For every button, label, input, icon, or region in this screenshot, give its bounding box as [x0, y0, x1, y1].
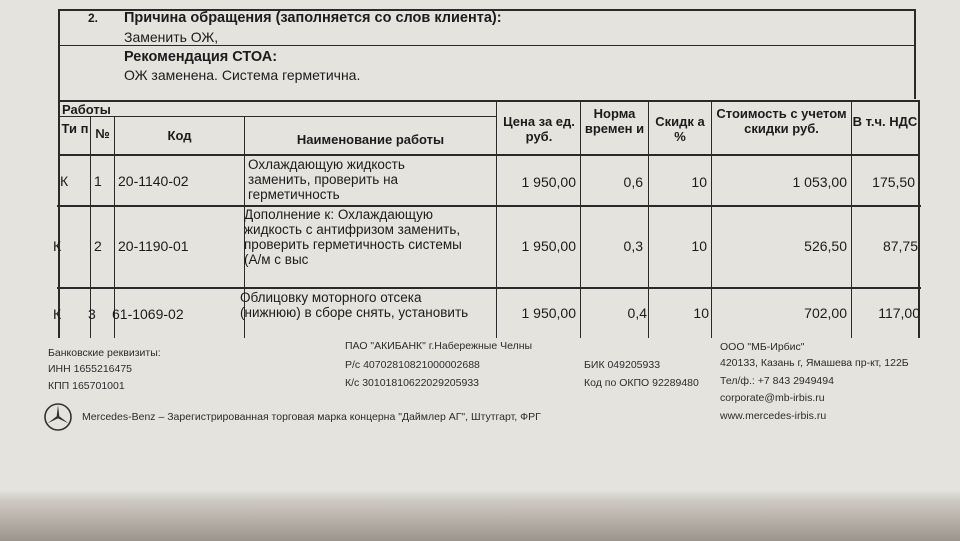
row2-norm: 0,3 [623, 238, 643, 254]
table-header-bottom [58, 154, 920, 156]
row3-discount: 10 [693, 305, 709, 321]
desk-surface [0, 490, 960, 541]
col-line-4 [496, 100, 497, 338]
row1-work-name: Охлаждающую жидкость заменить, проверить на герметичность [248, 157, 405, 202]
header-norm: Норма времен и [584, 106, 645, 136]
row1-type: К [60, 173, 69, 189]
row1-cost: 1 053,00 [792, 174, 847, 190]
corr-account-number: К/с 30101810622029205933 [345, 377, 479, 389]
col-line-2 [114, 117, 115, 338]
row2-cost: 526,50 [804, 238, 847, 254]
row3-number: 3 [88, 306, 96, 322]
section-left-border [58, 9, 60, 101]
row1-code: 20-1140-02 [118, 173, 189, 189]
inn-text: ИНН 1655216475 [48, 363, 133, 375]
company-address: 420133, Казань г, Ямашева пр-кт, 122Б [720, 357, 909, 369]
works-group-label: Работы [62, 102, 111, 117]
bank-details-title: Банковские реквизиты: [48, 347, 161, 359]
row2-number: 2 [94, 238, 102, 254]
recommendation-text: ОЖ заменена. Система герметична. [124, 67, 361, 83]
col-line-8 [851, 100, 852, 338]
col-line-9 [918, 100, 920, 338]
header-number: № [95, 126, 110, 141]
row-divider-2 [57, 287, 921, 289]
row-divider-1 [57, 205, 921, 207]
table-top-border [58, 100, 918, 102]
row3-code: 61-1069-02 [112, 306, 184, 322]
row2-code: 20-1190-01 [118, 238, 189, 254]
recommendation-title: Рекомендация СТОА: [124, 49, 278, 65]
row2-work-name: Дополнение к: Охлаждающую жидкость с антифризом заменить, проверить герметичность системы (А/м с выс [244, 207, 462, 267]
section-number: 2. [88, 11, 99, 25]
header-discount: Скидк а % [655, 114, 705, 144]
company-phone: Тел/ф.: +7 843 2949494 [720, 375, 834, 387]
col-line-1 [90, 117, 91, 338]
row1-norm: 0,6 [623, 174, 643, 190]
header-work-name: Наименование работы [296, 132, 445, 147]
header-vat: В т.ч. НДС [852, 114, 918, 129]
table-group-divider [58, 116, 496, 117]
company-email: corporate@mb-irbis.ru [720, 392, 825, 404]
row3-norm: 0,4 [627, 305, 647, 321]
company-name: ООО "МБ-Ирбис" [720, 341, 805, 353]
bik-text: БИК 049205933 [584, 359, 661, 371]
row2-type: К [53, 238, 62, 254]
okpo-text: Код по ОКПО 92289480 [584, 377, 699, 389]
row3-type: К [53, 306, 62, 322]
row2-discount: 10 [691, 238, 707, 254]
trademark-text: Mercedes-Benz – Зарегистрированная торговая марка концерна "Даймлер АГ", Штутгарт, ФРГ [82, 411, 541, 423]
section-right-border [914, 9, 916, 99]
header-type: Ти п [61, 121, 89, 136]
bank-name: ПАО "АКИБАНК" г.Набережные Челны [345, 340, 533, 352]
company-website: www.mercedes-irbis.ru [720, 410, 827, 422]
row1-discount: 10 [691, 174, 707, 190]
reason-title: Причина обращения (заполняется со слов клиента): [124, 10, 502, 26]
row3-cost: 702,00 [804, 305, 847, 321]
reason-text: Заменить ОЖ, [124, 29, 219, 45]
account-number: Р/с 40702810821000002688 [345, 359, 480, 371]
row3-work-name: Облицовку моторного отсека (нижнюю) в сборе снять, установить [240, 290, 469, 320]
header-price: Цена за ед. руб. [503, 114, 575, 144]
row3-price: 1 950,00 [521, 305, 576, 321]
row1-price: 1 950,00 [521, 174, 576, 190]
header-code: Код [167, 128, 192, 143]
mercedes-star-logo [43, 402, 73, 432]
section-divider [58, 45, 915, 46]
row1-number: 1 [94, 173, 102, 189]
row1-vat: 175,50 [872, 174, 915, 190]
header-cost: Стоимость с учетом скидки руб. [716, 106, 847, 136]
row2-price: 1 950,00 [521, 238, 576, 254]
row2-vat: 87,75 [882, 238, 918, 254]
row3-vat: 117,00 [878, 305, 920, 321]
kpp-text: КПП 165701001 [48, 380, 125, 392]
